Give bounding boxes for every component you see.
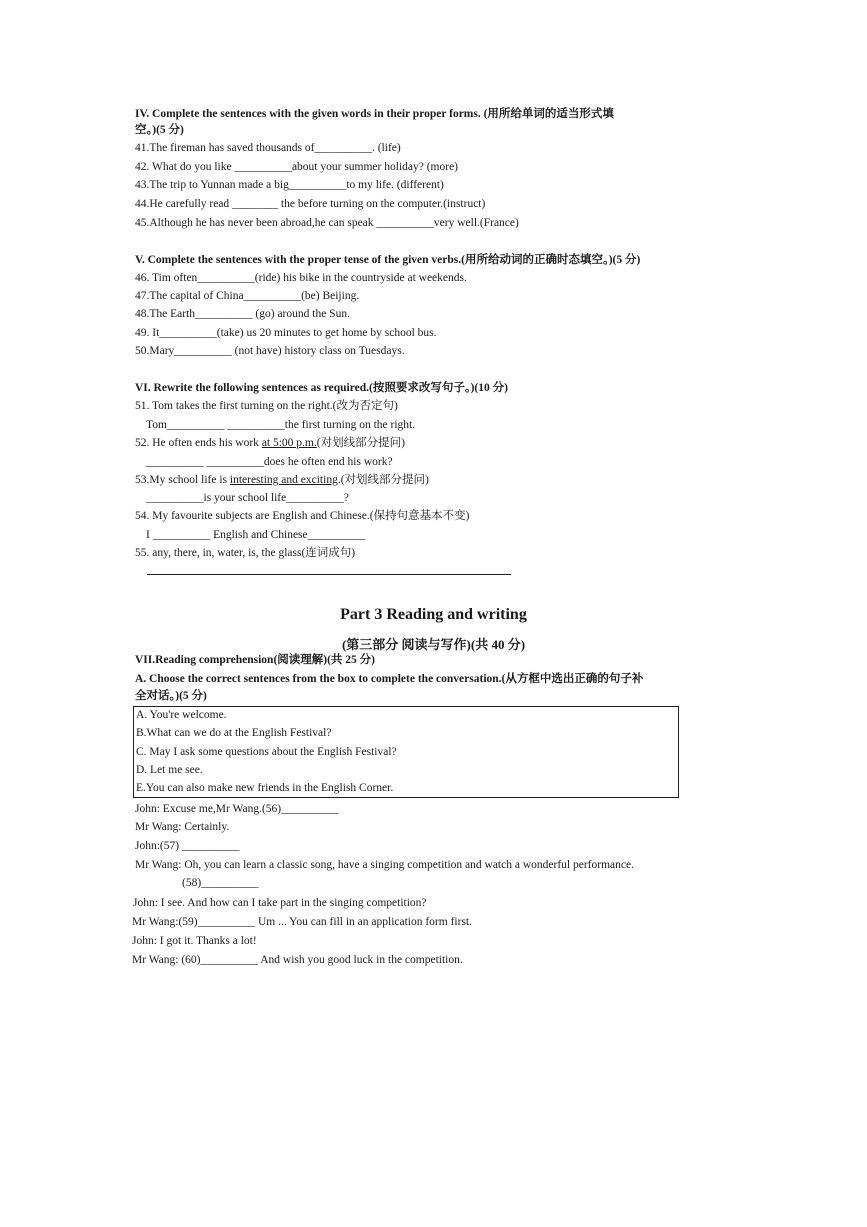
- question-46: 46. Tim often__________(ride) his bike in the countryside at weekends.: [135, 272, 467, 284]
- question-49: 49. It__________(take) us 20 minutes to get home by school bus.: [135, 327, 437, 339]
- question-52-instruction: (对划线部分提问): [316, 437, 405, 449]
- question-48: 48.The Earth__________ (go) around the Sun.: [135, 308, 350, 320]
- option-c: C. May I ask some questions about the English Festival?: [136, 746, 397, 758]
- option-a: A. You're welcome.: [136, 709, 227, 721]
- part-3-subtitle: (第三部分 阅读与写作)(共 40 分): [341, 637, 526, 652]
- dialogue-line-58: (58)__________: [182, 877, 259, 889]
- answer-51: Tom__________ __________the first turning on the right.: [146, 419, 416, 431]
- dialogue-line-56: John: Excuse me,Mr Wang.(56)__________: [135, 803, 339, 815]
- question-53-instruction: .(对划线部分提问): [337, 474, 429, 486]
- dialogue-line-thanks: John: I got it. Thanks a lot!: [132, 935, 257, 947]
- section-7-heading: VII.Reading comprehension(阅读理解)(共 25 分): [135, 654, 376, 666]
- question-41: 41.The fireman has saved thousands of__________. (life): [135, 142, 401, 154]
- section-7a-instruction-cont: 全对话。)(5 分): [135, 690, 207, 702]
- question-51: 51. Tom takes the first turning on the right.(改为否定句): [135, 400, 398, 412]
- dialogue-line-take-part: John: I see. And how can I take part in the singing competition?: [133, 897, 427, 909]
- options-box: [133, 706, 679, 798]
- option-d: D. Let me see.: [136, 764, 203, 776]
- answer-53: __________is your school life__________?: [146, 492, 349, 504]
- question-54: 54. My favourite subjects are English and Chinese.(保持句意基本不变): [135, 510, 470, 522]
- question-44: 44.He carefully read ________ the before turning on the computer.(instruct): [135, 198, 486, 210]
- dialogue-line-60: Mr Wang: (60)__________ And wish you good luck in the competition.: [132, 954, 463, 966]
- part-3-title: Part 3 Reading and writing: [340, 606, 527, 623]
- answer-54: I __________ English and Chinese__________: [146, 529, 366, 541]
- question-50: 50.Mary__________ (not have) history class on Tuesdays.: [135, 345, 405, 357]
- dialogue-line-activities: Mr Wang: Oh, you can learn a classic song, have a singing competition and watch a wonderful performance.: [135, 859, 634, 871]
- question-55: 55. any, there, in, water, is, the glass(连词成句): [135, 547, 356, 559]
- section-4-heading: IV. Complete the sentences with the given words in their proper forms. (用所给单词的适当形式填: [135, 108, 614, 120]
- dialogue-line-59: Mr Wang:(59)__________ Um ... You can fill in an application form first.: [132, 916, 472, 928]
- question-53-underlined: interesting and exciting: [229, 474, 338, 486]
- section-4-heading-cont: 空。)(5 分): [135, 124, 184, 136]
- question-42: 42. What do you like __________about your summer holiday? (more): [135, 161, 459, 173]
- question-43: 43.The trip to Yunnan made a big__________to my life. (different): [135, 179, 444, 191]
- question-52: [135, 436, 405, 451]
- question-47: 47.The capital of China__________(be) Beijing.: [135, 290, 360, 302]
- answer-55-line: [147, 574, 511, 575]
- option-e: E.You can also make new friends in the English Corner.: [136, 782, 394, 794]
- dialogue-line-certainly: Mr Wang: Certainly.: [135, 821, 230, 833]
- question-53: [135, 473, 429, 488]
- question-45: 45.Although he has never been abroad,he can speak __________very well.(France): [135, 217, 519, 229]
- question-52-text: 52. He often ends his work: [135, 437, 262, 449]
- question-53-text: 53.My school life is: [135, 474, 230, 486]
- section-6-heading: VI. Rewrite the following sentences as required.(按照要求改写句子。)(10 分): [135, 382, 508, 394]
- question-52-underlined: at 5:00 p.m.: [261, 437, 317, 449]
- section-5-heading: V. Complete the sentences with the proper tense of the given verbs.(用所给动词的正确时态填空。)(5 分): [135, 254, 641, 266]
- answer-52: __________ __________does he often end his work?: [146, 456, 393, 468]
- dialogue-line-57: John:(57) __________: [135, 840, 240, 852]
- option-b: B.What can we do at the English Festival?: [136, 727, 332, 739]
- section-7a-instruction: A. Choose the correct sentences from the box to complete the conversation.(从方框中选出正确的句子补: [135, 673, 644, 685]
